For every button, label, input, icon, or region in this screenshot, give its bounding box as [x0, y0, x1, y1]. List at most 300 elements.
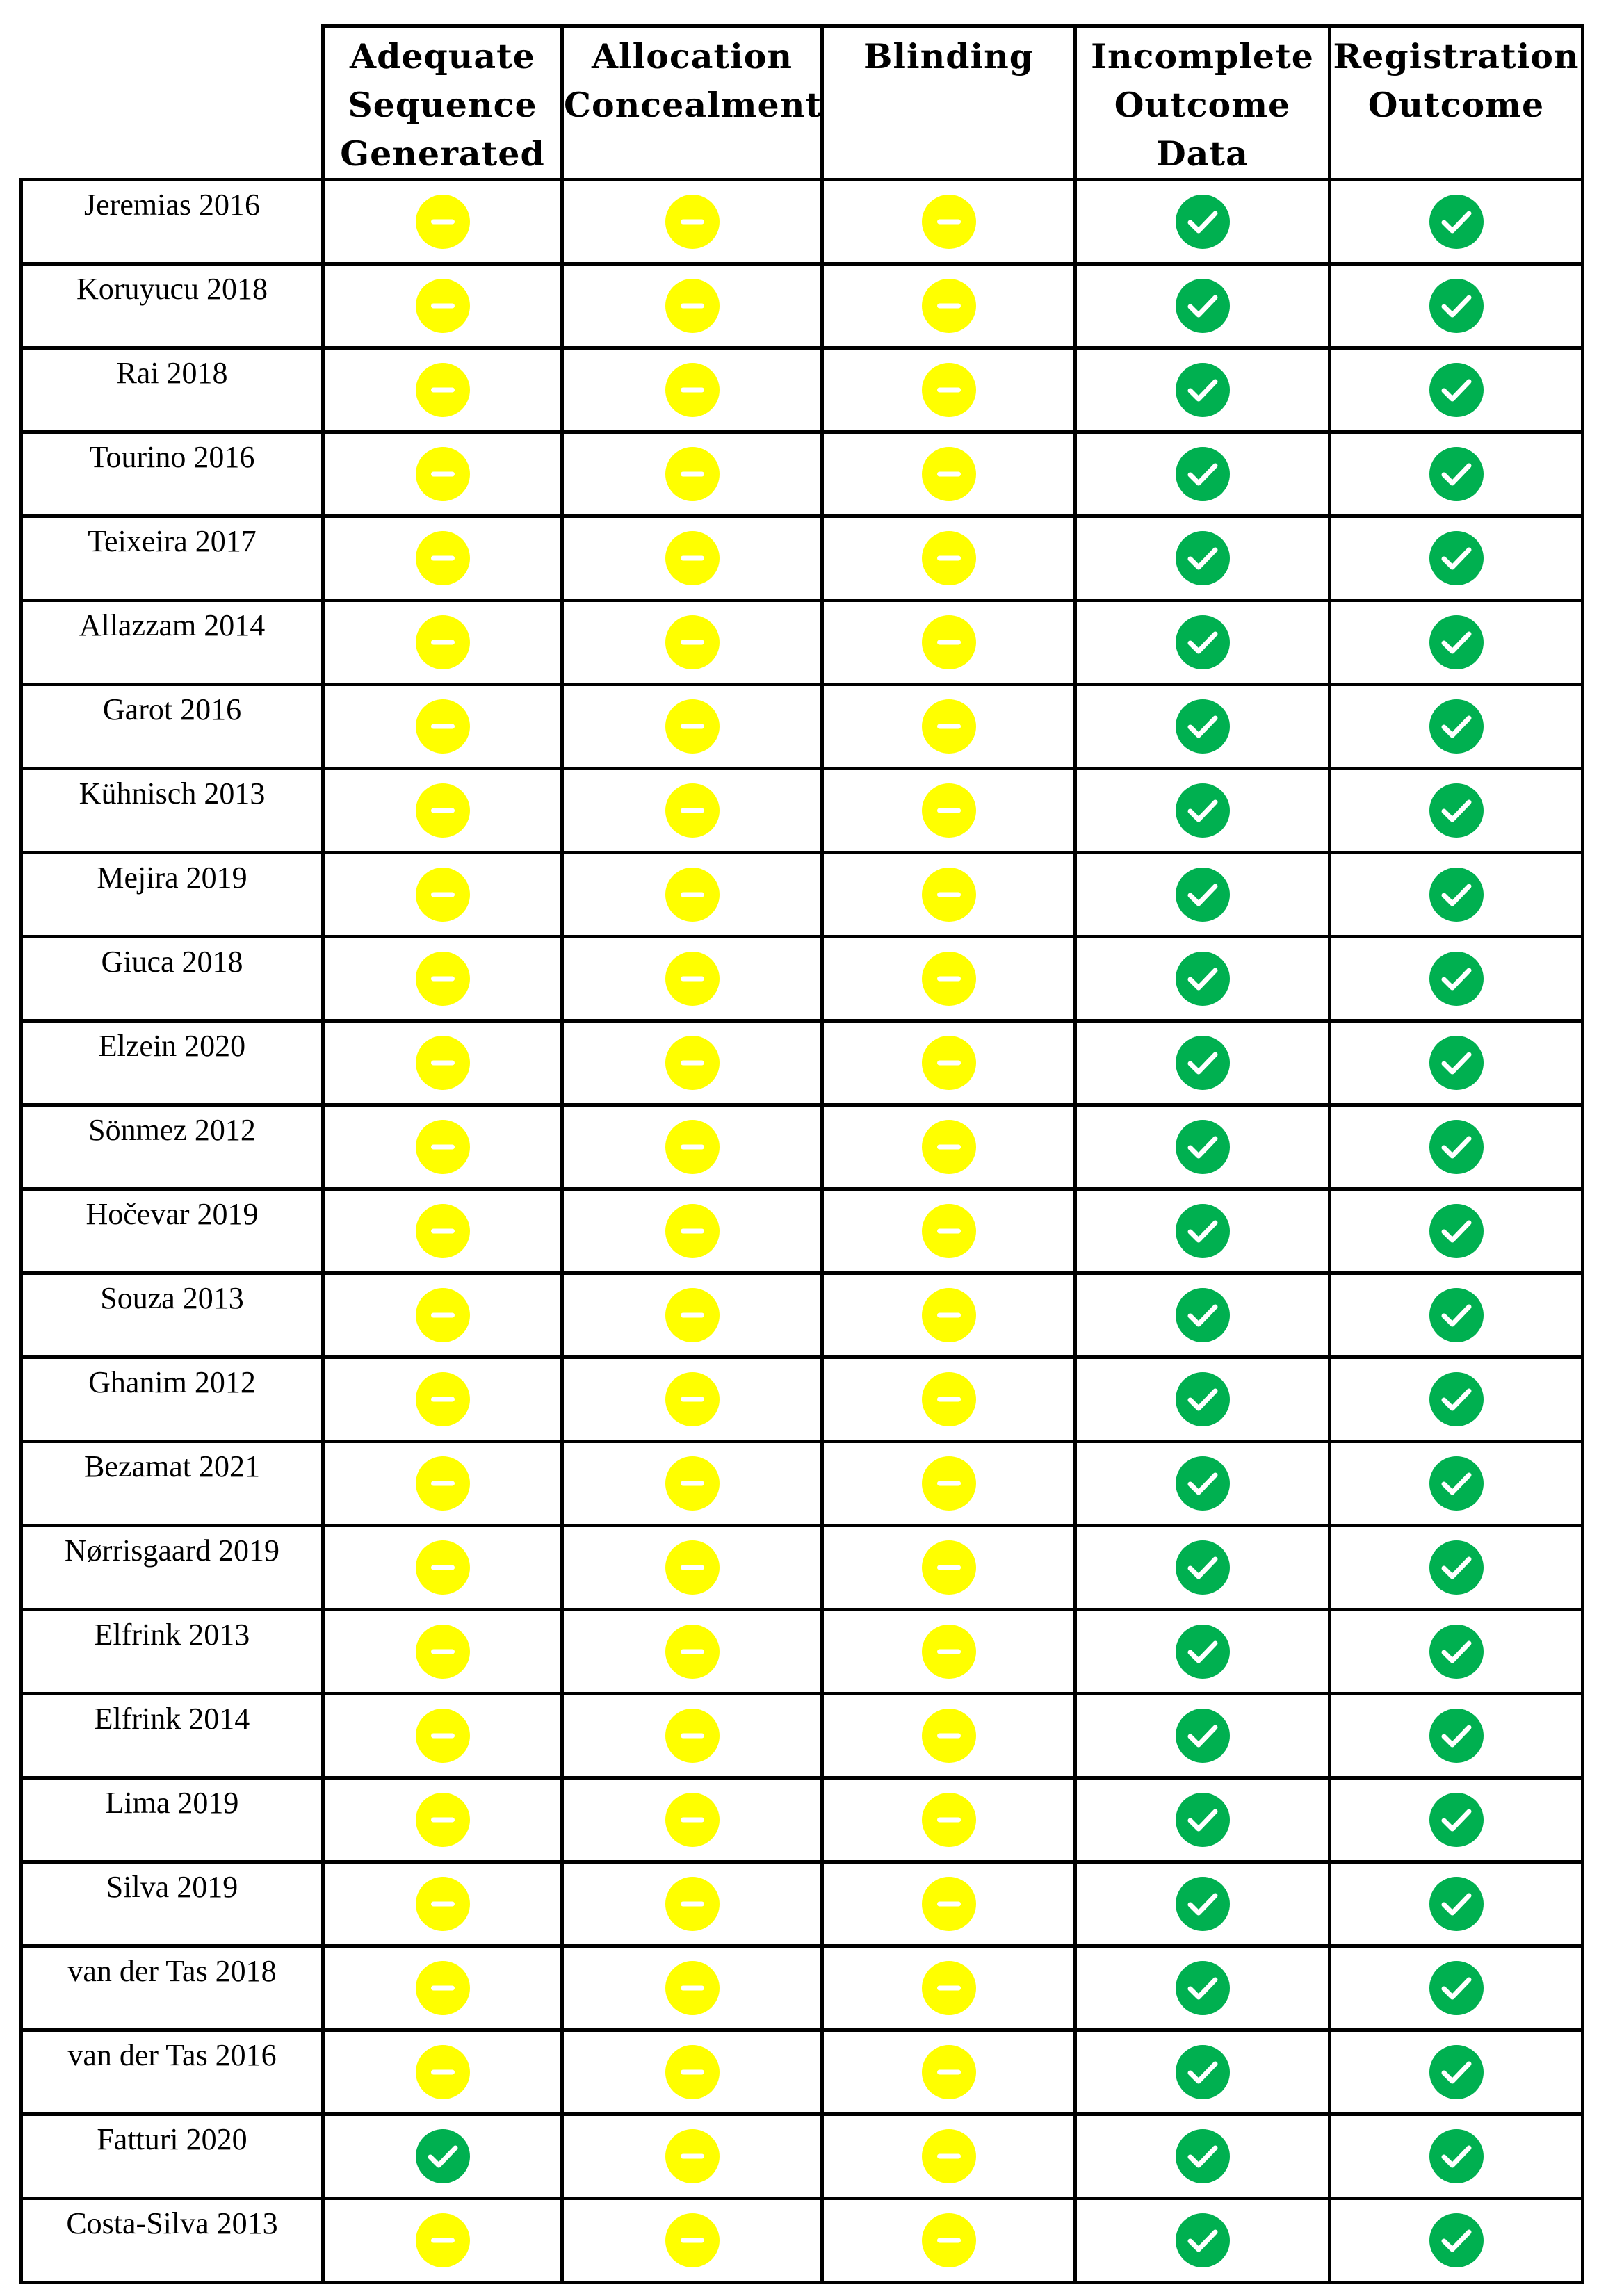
minus-circle-icon — [665, 278, 720, 334]
check-circle-icon — [1175, 783, 1231, 838]
minus-circle-icon — [415, 1035, 471, 1091]
check-circle-icon — [1429, 1035, 1484, 1091]
rating-cell-registration-outcome — [1330, 264, 1583, 348]
rating-cell-sequence-generation — [323, 1778, 562, 1862]
minus-circle-icon — [921, 530, 977, 586]
check-circle-icon — [1429, 1287, 1484, 1343]
study-name: Allazzam 2014 — [22, 601, 323, 685]
rating-cell-blinding — [822, 264, 1076, 348]
table-row — [22, 348, 1583, 432]
minus-circle-icon — [921, 783, 977, 838]
rating-cell-allocation-concealment — [562, 180, 822, 264]
rating-cell-blinding — [822, 1778, 1076, 1862]
rating-cell-registration-outcome — [1330, 1946, 1583, 2030]
rating-cell-registration-outcome — [1330, 1526, 1583, 1610]
rating-cell-allocation-concealment — [562, 937, 822, 1021]
minus-circle-icon — [921, 1287, 977, 1343]
rating-cell-allocation-concealment — [562, 1189, 822, 1273]
minus-circle-icon — [665, 1203, 720, 1259]
minus-circle-icon — [415, 867, 471, 922]
minus-circle-icon — [415, 1708, 471, 1764]
rating-cell-blinding — [822, 1442, 1076, 1526]
check-circle-icon — [1429, 1371, 1484, 1427]
rating-cell-incomplete-outcome-data — [1076, 2030, 1330, 2115]
minus-circle-icon — [665, 1035, 720, 1091]
rating-cell-incomplete-outcome-data — [1076, 516, 1330, 601]
table-row — [22, 1694, 1583, 1778]
table-row — [22, 1358, 1583, 1442]
column-header-incomplete-outcome-data: Incomplete Outcome Data — [1076, 26, 1330, 180]
check-circle-icon — [1175, 1287, 1231, 1343]
rating-cell-sequence-generation — [323, 2199, 562, 2283]
rating-cell-incomplete-outcome-data — [1076, 1526, 1330, 1610]
rating-cell-sequence-generation — [323, 1021, 562, 1105]
study-name: Lima 2019 — [22, 1778, 323, 1862]
rating-cell-registration-outcome — [1330, 853, 1583, 937]
check-circle-icon — [1175, 951, 1231, 1007]
table-row — [22, 432, 1583, 516]
rating-cell-blinding — [822, 1862, 1076, 1946]
study-name: Sönmez 2012 — [22, 1105, 323, 1189]
rating-cell-registration-outcome — [1330, 601, 1583, 685]
minus-circle-icon — [415, 1876, 471, 1932]
minus-circle-icon — [665, 783, 720, 838]
corner-cell — [22, 26, 323, 180]
minus-circle-icon — [921, 2213, 977, 2268]
minus-circle-icon — [415, 1456, 471, 1511]
rating-cell-allocation-concealment — [562, 1862, 822, 1946]
table-row — [22, 2115, 1583, 2199]
rating-cell-blinding — [822, 1358, 1076, 1442]
rating-cell-allocation-concealment — [562, 1358, 822, 1442]
minus-circle-icon — [415, 362, 471, 418]
check-circle-icon — [1429, 1876, 1484, 1932]
study-name: Kühnisch 2013 — [22, 769, 323, 853]
table-row — [22, 516, 1583, 601]
table-row — [22, 1273, 1583, 1358]
rating-cell-sequence-generation — [323, 516, 562, 601]
minus-circle-icon — [415, 278, 471, 334]
rating-cell-blinding — [822, 853, 1076, 937]
check-circle-icon — [1429, 530, 1484, 586]
rating-cell-incomplete-outcome-data — [1076, 1273, 1330, 1358]
check-circle-icon — [1175, 1035, 1231, 1091]
minus-circle-icon — [665, 1287, 720, 1343]
check-circle-icon — [1429, 699, 1484, 754]
minus-circle-icon — [415, 1960, 471, 2016]
minus-circle-icon — [415, 783, 471, 838]
study-name: Ghanim 2012 — [22, 1358, 323, 1442]
rating-cell-incomplete-outcome-data — [1076, 180, 1330, 264]
check-circle-icon — [1175, 530, 1231, 586]
rating-cell-blinding — [822, 1610, 1076, 1694]
check-circle-icon — [1429, 783, 1484, 838]
rating-cell-blinding — [822, 1189, 1076, 1273]
rating-cell-incomplete-outcome-data — [1076, 1610, 1330, 1694]
minus-circle-icon — [921, 1624, 977, 1679]
check-circle-icon — [1429, 1792, 1484, 1848]
minus-circle-icon — [921, 1540, 977, 1595]
table-row — [22, 1105, 1583, 1189]
rating-cell-incomplete-outcome-data — [1076, 937, 1330, 1021]
rating-cell-registration-outcome — [1330, 1610, 1583, 1694]
rating-cell-allocation-concealment — [562, 1610, 822, 1694]
minus-circle-icon — [415, 2044, 471, 2100]
table-body — [22, 180, 1583, 2283]
minus-circle-icon — [665, 446, 720, 502]
minus-circle-icon — [665, 1624, 720, 1679]
rating-cell-blinding — [822, 432, 1076, 516]
minus-circle-icon — [665, 1876, 720, 1932]
check-circle-icon — [1429, 1960, 1484, 2016]
column-header-allocation-concealment: Allocation Concealment — [562, 26, 822, 180]
check-circle-icon — [1429, 278, 1484, 334]
rating-cell-blinding — [822, 2199, 1076, 2283]
rating-cell-allocation-concealment — [562, 1442, 822, 1526]
minus-circle-icon — [921, 1792, 977, 1848]
rating-cell-incomplete-outcome-data — [1076, 601, 1330, 685]
minus-circle-icon — [665, 1456, 720, 1511]
minus-circle-icon — [921, 951, 977, 1007]
check-circle-icon — [1175, 1456, 1231, 1511]
rating-cell-registration-outcome — [1330, 2199, 1583, 2283]
rating-cell-sequence-generation — [323, 1442, 562, 1526]
study-name: van der Tas 2018 — [22, 1946, 323, 2030]
minus-circle-icon — [415, 1119, 471, 1175]
rating-cell-blinding — [822, 1694, 1076, 1778]
rating-cell-allocation-concealment — [562, 2199, 822, 2283]
check-circle-icon — [1429, 1624, 1484, 1679]
rating-cell-sequence-generation — [323, 2030, 562, 2115]
table-row — [22, 1862, 1583, 1946]
minus-circle-icon — [415, 530, 471, 586]
rating-cell-allocation-concealment — [562, 769, 822, 853]
check-circle-icon — [1429, 1119, 1484, 1175]
minus-circle-icon — [415, 446, 471, 502]
minus-circle-icon — [415, 2213, 471, 2268]
check-circle-icon — [1429, 2128, 1484, 2184]
minus-circle-icon — [665, 362, 720, 418]
rating-cell-blinding — [822, 1273, 1076, 1358]
rating-cell-allocation-concealment — [562, 1946, 822, 2030]
check-circle-icon — [1175, 1624, 1231, 1679]
rating-cell-registration-outcome — [1330, 685, 1583, 769]
minus-circle-icon — [665, 1708, 720, 1764]
minus-circle-icon — [921, 1708, 977, 1764]
rating-cell-sequence-generation — [323, 432, 562, 516]
check-circle-icon — [1175, 1371, 1231, 1427]
check-circle-icon — [1175, 867, 1231, 922]
minus-circle-icon — [921, 1119, 977, 1175]
minus-circle-icon — [415, 1792, 471, 1848]
rating-cell-incomplete-outcome-data — [1076, 264, 1330, 348]
study-name: Nørrisgaard 2019 — [22, 1526, 323, 1610]
study-name: Teixeira 2017 — [22, 516, 323, 601]
table-row — [22, 2030, 1583, 2115]
table-row — [22, 1778, 1583, 1862]
rating-cell-allocation-concealment — [562, 348, 822, 432]
table-row — [22, 1610, 1583, 1694]
check-circle-icon — [1429, 867, 1484, 922]
minus-circle-icon — [921, 1371, 977, 1427]
minus-circle-icon — [665, 699, 720, 754]
rating-cell-sequence-generation — [323, 937, 562, 1021]
column-header-sequence-generation: Adequate Sequence Generated — [323, 26, 562, 180]
rating-cell-registration-outcome — [1330, 2115, 1583, 2199]
rating-cell-sequence-generation — [323, 1862, 562, 1946]
rating-cell-incomplete-outcome-data — [1076, 1946, 1330, 2030]
study-name: Tourino 2016 — [22, 432, 323, 516]
rating-cell-sequence-generation — [323, 1189, 562, 1273]
study-name: Costa-Silva 2013 — [22, 2199, 323, 2283]
header-row — [22, 26, 1583, 180]
study-name: Jeremias 2016 — [22, 180, 323, 264]
minus-circle-icon — [921, 2128, 977, 2184]
rating-cell-blinding — [822, 2115, 1076, 2199]
minus-circle-icon — [921, 1456, 977, 1511]
rating-cell-incomplete-outcome-data — [1076, 432, 1330, 516]
minus-circle-icon — [415, 194, 471, 250]
rating-cell-sequence-generation — [323, 264, 562, 348]
rating-cell-sequence-generation — [323, 348, 562, 432]
check-circle-icon — [1175, 2044, 1231, 2100]
check-circle-icon — [1175, 1792, 1231, 1848]
rating-cell-allocation-concealment — [562, 1526, 822, 1610]
study-name: Elfrink 2014 — [22, 1694, 323, 1778]
rating-cell-incomplete-outcome-data — [1076, 1358, 1330, 1442]
rating-cell-allocation-concealment — [562, 264, 822, 348]
rating-cell-registration-outcome — [1330, 2030, 1583, 2115]
rating-cell-incomplete-outcome-data — [1076, 1021, 1330, 1105]
study-name: Silva 2019 — [22, 1862, 323, 1946]
rating-cell-sequence-generation — [323, 1694, 562, 1778]
check-circle-icon — [1175, 1203, 1231, 1259]
minus-circle-icon — [665, 1119, 720, 1175]
minus-circle-icon — [921, 2044, 977, 2100]
table-row — [22, 1189, 1583, 1273]
check-circle-icon — [1429, 1540, 1484, 1595]
rating-cell-sequence-generation — [323, 1358, 562, 1442]
table-row — [22, 685, 1583, 769]
table-row — [22, 180, 1583, 264]
minus-circle-icon — [921, 867, 977, 922]
check-circle-icon — [1175, 1960, 1231, 2016]
column-header-registration-outcome: Registration Outcome — [1330, 26, 1583, 180]
rating-cell-blinding — [822, 516, 1076, 601]
rating-cell-sequence-generation — [323, 853, 562, 937]
minus-circle-icon — [921, 614, 977, 670]
rating-cell-registration-outcome — [1330, 1105, 1583, 1189]
rating-cell-incomplete-outcome-data — [1076, 1694, 1330, 1778]
check-circle-icon — [1175, 362, 1231, 418]
minus-circle-icon — [415, 614, 471, 670]
minus-circle-icon — [921, 1960, 977, 2016]
rating-cell-registration-outcome — [1330, 1189, 1583, 1273]
rating-cell-registration-outcome — [1330, 1862, 1583, 1946]
rating-cell-blinding — [822, 2030, 1076, 2115]
table-row — [22, 853, 1583, 937]
study-name: Garot 2016 — [22, 685, 323, 769]
check-circle-icon — [1175, 1540, 1231, 1595]
minus-circle-icon — [665, 530, 720, 586]
rating-cell-allocation-concealment — [562, 685, 822, 769]
minus-circle-icon — [415, 951, 471, 1007]
study-name: Koruyucu 2018 — [22, 264, 323, 348]
check-circle-icon — [1429, 194, 1484, 250]
rating-cell-sequence-generation — [323, 2115, 562, 2199]
study-name: Souza 2013 — [22, 1273, 323, 1358]
table-row — [22, 264, 1583, 348]
rating-cell-allocation-concealment — [562, 1105, 822, 1189]
rating-cell-blinding — [822, 601, 1076, 685]
study-name: Hočevar 2019 — [22, 1189, 323, 1273]
rating-cell-incomplete-outcome-data — [1076, 2199, 1330, 2283]
study-name: van der Tas 2016 — [22, 2030, 323, 2115]
rating-cell-allocation-concealment — [562, 2030, 822, 2115]
study-name: Bezamat 2021 — [22, 1442, 323, 1526]
rating-cell-registration-outcome — [1330, 769, 1583, 853]
rating-cell-registration-outcome — [1330, 516, 1583, 601]
rating-cell-registration-outcome — [1330, 1778, 1583, 1862]
table-row — [22, 769, 1583, 853]
rating-cell-sequence-generation — [323, 180, 562, 264]
rating-cell-registration-outcome — [1330, 1442, 1583, 1526]
minus-circle-icon — [415, 1371, 471, 1427]
rating-cell-blinding — [822, 1021, 1076, 1105]
rating-cell-allocation-concealment — [562, 516, 822, 601]
rating-cell-sequence-generation — [323, 769, 562, 853]
check-circle-icon — [1429, 1708, 1484, 1764]
rating-cell-incomplete-outcome-data — [1076, 1778, 1330, 1862]
minus-circle-icon — [921, 446, 977, 502]
study-name: Elfrink 2013 — [22, 1610, 323, 1694]
minus-circle-icon — [415, 1540, 471, 1595]
study-name: Giuca 2018 — [22, 937, 323, 1021]
table-row — [22, 1442, 1583, 1526]
risk-of-bias-table — [19, 24, 1584, 2284]
minus-circle-icon — [665, 194, 720, 250]
minus-circle-icon — [921, 362, 977, 418]
check-circle-icon — [1429, 446, 1484, 502]
check-circle-icon — [1175, 2128, 1231, 2184]
table-row — [22, 1021, 1583, 1105]
minus-circle-icon — [415, 1624, 471, 1679]
check-circle-icon — [1175, 2213, 1231, 2268]
rating-cell-sequence-generation — [323, 1526, 562, 1610]
rating-cell-registration-outcome — [1330, 1273, 1583, 1358]
minus-circle-icon — [415, 1287, 471, 1343]
minus-circle-icon — [665, 1792, 720, 1848]
rating-cell-blinding — [822, 1105, 1076, 1189]
check-circle-icon — [1175, 1876, 1231, 1932]
minus-circle-icon — [665, 1960, 720, 2016]
minus-circle-icon — [921, 194, 977, 250]
minus-circle-icon — [921, 699, 977, 754]
column-header-blinding: Blinding — [822, 26, 1076, 180]
rating-cell-allocation-concealment — [562, 432, 822, 516]
rating-cell-sequence-generation — [323, 1610, 562, 1694]
rating-cell-incomplete-outcome-data — [1076, 1105, 1330, 1189]
minus-circle-icon — [665, 2213, 720, 2268]
minus-circle-icon — [921, 1203, 977, 1259]
check-circle-icon — [1175, 278, 1231, 334]
table-row — [22, 601, 1583, 685]
rating-cell-blinding — [822, 1526, 1076, 1610]
rating-cell-blinding — [822, 1946, 1076, 2030]
check-circle-icon — [1429, 362, 1484, 418]
rating-cell-registration-outcome — [1330, 180, 1583, 264]
rating-cell-incomplete-outcome-data — [1076, 348, 1330, 432]
rating-cell-allocation-concealment — [562, 2115, 822, 2199]
rating-cell-registration-outcome — [1330, 348, 1583, 432]
minus-circle-icon — [921, 1035, 977, 1091]
study-name: Fatturi 2020 — [22, 2115, 323, 2199]
rating-cell-registration-outcome — [1330, 432, 1583, 516]
check-circle-icon — [1429, 1456, 1484, 1511]
check-circle-icon — [1429, 2213, 1484, 2268]
rating-cell-allocation-concealment — [562, 1778, 822, 1862]
rating-cell-blinding — [822, 348, 1076, 432]
minus-circle-icon — [665, 951, 720, 1007]
check-circle-icon — [415, 2128, 471, 2184]
rating-cell-sequence-generation — [323, 685, 562, 769]
check-circle-icon — [1429, 951, 1484, 1007]
rating-cell-incomplete-outcome-data — [1076, 1189, 1330, 1273]
minus-circle-icon — [665, 2128, 720, 2184]
table-row — [22, 1526, 1583, 1610]
table-row — [22, 2199, 1583, 2283]
minus-circle-icon — [415, 1203, 471, 1259]
check-circle-icon — [1175, 446, 1231, 502]
check-circle-icon — [1429, 1203, 1484, 1259]
minus-circle-icon — [921, 1876, 977, 1932]
table-row — [22, 1946, 1583, 2030]
rating-cell-incomplete-outcome-data — [1076, 1442, 1330, 1526]
check-circle-icon — [1429, 2044, 1484, 2100]
rating-cell-allocation-concealment — [562, 601, 822, 685]
rating-cell-incomplete-outcome-data — [1076, 769, 1330, 853]
rating-cell-sequence-generation — [323, 1273, 562, 1358]
minus-circle-icon — [665, 867, 720, 922]
minus-circle-icon — [665, 2044, 720, 2100]
study-name: Elzein 2020 — [22, 1021, 323, 1105]
rating-cell-allocation-concealment — [562, 853, 822, 937]
rating-cell-sequence-generation — [323, 1946, 562, 2030]
rating-cell-blinding — [822, 769, 1076, 853]
study-name: Rai 2018 — [22, 348, 323, 432]
rating-cell-sequence-generation — [323, 601, 562, 685]
check-circle-icon — [1429, 614, 1484, 670]
rating-cell-registration-outcome — [1330, 937, 1583, 1021]
check-circle-icon — [1175, 1119, 1231, 1175]
check-circle-icon — [1175, 194, 1231, 250]
rating-cell-registration-outcome — [1330, 1358, 1583, 1442]
rating-cell-sequence-generation — [323, 1105, 562, 1189]
check-circle-icon — [1175, 614, 1231, 670]
rating-cell-registration-outcome — [1330, 1694, 1583, 1778]
rating-cell-blinding — [822, 937, 1076, 1021]
rating-cell-incomplete-outcome-data — [1076, 2115, 1330, 2199]
check-circle-icon — [1175, 1708, 1231, 1764]
rating-cell-allocation-concealment — [562, 1021, 822, 1105]
table-row — [22, 937, 1583, 1021]
rating-cell-allocation-concealment — [562, 1694, 822, 1778]
minus-circle-icon — [665, 1371, 720, 1427]
rating-cell-blinding — [822, 180, 1076, 264]
minus-circle-icon — [665, 1540, 720, 1595]
rating-cell-incomplete-outcome-data — [1076, 1862, 1330, 1946]
minus-circle-icon — [415, 699, 471, 754]
